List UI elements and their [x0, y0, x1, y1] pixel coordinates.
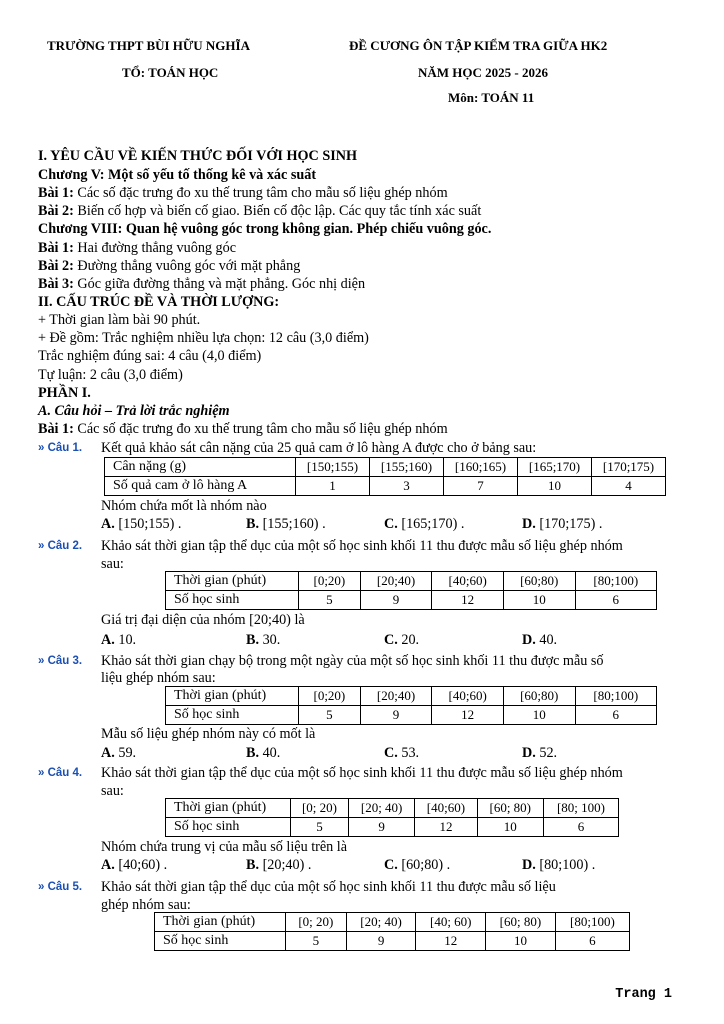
question-3-text-cont: liệu ghép nhóm sau:	[101, 670, 216, 686]
table-cell: [80; 100)	[543, 799, 618, 818]
table-cell: 3	[370, 477, 444, 496]
question-3-label: » Câu 3.	[38, 655, 83, 667]
table-row	[105, 477, 666, 496]
table-cell: [170;175)	[592, 458, 666, 477]
question-4-option-a: A. [40;60) .	[101, 857, 168, 873]
table-header-row	[155, 913, 630, 932]
question-2-option-b: B. 30.	[246, 632, 281, 648]
question-3-option-d: D. 52.	[522, 745, 558, 761]
table-cell: 4	[592, 477, 666, 496]
question-2-text: Khảo sát thời gian tập thể dục của một số học sinh khối 11 thu được mẫu số liệu ghép nhóm	[101, 538, 623, 554]
table-cell: [20; 40)	[346, 913, 416, 932]
question-1-option-a: A. [150;155) .	[101, 516, 182, 532]
question-3-ask: Mẫu số liệu ghép nhóm này có mốt là	[101, 726, 316, 742]
ch8-lesson3: Bài 3: Góc giữa đường thẳng và mặt phẳng. Góc nhị diện	[38, 276, 366, 292]
table-cell: [40;60)	[432, 572, 504, 591]
question-1-option-d: D. [170;175) .	[522, 516, 603, 532]
question-1-text: Kết quả khảo sát cân nặng của 25 quả cam ở lô hàng A được cho ở bảng sau:	[101, 440, 537, 456]
part1-heading: PHẦN I.	[38, 385, 91, 401]
ch8-lesson2: Bài 2: Đường thẳng vuông góc với mặt phẳng	[38, 258, 301, 274]
table-header-row	[166, 572, 657, 591]
table-cell: [155;160)	[370, 458, 444, 477]
question-2-option-a: A. 10.	[101, 632, 137, 648]
question-4-option-b: B. [20;40) .	[246, 857, 312, 873]
table-cell: 10	[503, 591, 575, 610]
table-cell: 6	[555, 932, 629, 951]
table-cell: [0;20)	[299, 687, 361, 706]
question-1-option-b: B. [155;160) .	[246, 516, 326, 532]
table-cell: 5	[299, 706, 361, 725]
question-4-option-c: C. [60;80) .	[384, 857, 451, 873]
question-4-text-cont: sau:	[101, 783, 124, 799]
part1-subheading: A. Câu hỏi – Trả lời trắc nghiệm	[38, 403, 230, 419]
table-cell: [80;100)	[575, 687, 656, 706]
table-cell: [40;60)	[432, 687, 504, 706]
table-row	[155, 932, 630, 951]
table-cell: Thời gian (phút)	[166, 799, 291, 818]
question-5-text-cont: ghép nhóm sau:	[101, 897, 191, 913]
table-cell: Cân nặng (g)	[105, 458, 296, 477]
table-cell: Số học sinh	[166, 591, 299, 610]
table-cell: 5	[286, 932, 347, 951]
table-cell: [20;40)	[360, 572, 432, 591]
table-cell: 5	[291, 818, 349, 837]
table-cell: Thời gian (phút)	[166, 572, 299, 591]
exam-time: + Thời gian làm bài 90 phút.	[38, 312, 201, 328]
table-header-row	[166, 687, 657, 706]
table-cell: 6	[575, 706, 656, 725]
question-1-table	[104, 457, 666, 496]
section2-heading: II. CẤU TRÚC ĐỀ VÀ THỜI LƯỢNG:	[38, 294, 280, 310]
question-3-option-b: B. 40.	[246, 745, 281, 761]
school-year: NĂM HỌC 2025 - 2026	[418, 65, 548, 80]
question-4-option-d: D. [80;100) .	[522, 857, 596, 873]
chapter5-title: Chương V: Một số yếu tố thống kê và xác suất	[38, 167, 317, 183]
question-1-option-c: C. [165;170) .	[384, 516, 465, 532]
exam-structure: + Đề gồm: Trắc nghiệm nhiều lựa chọn: 12 câu (3,0 điểm)	[38, 330, 369, 346]
question-5-label: » Câu 5.	[38, 881, 83, 893]
table-cell: Số quả cam ở lô hàng A	[105, 477, 296, 496]
question-1-ask: Nhóm chứa mốt là nhóm nào	[101, 498, 267, 514]
table-cell: 1	[296, 477, 370, 496]
ch5-lesson1: Bài 1: Các số đặc trưng đo xu thế trung tâm cho mẫu số liệu ghép nhóm	[38, 185, 448, 201]
question-2-text-cont: sau:	[101, 556, 124, 572]
table-cell: Số học sinh	[166, 706, 299, 725]
question-5-text: Khảo sát thời gian tập thể dục của một số học sinh khối 11 thu được mẫu số liệu	[101, 879, 556, 895]
table-cell: 7	[444, 477, 518, 496]
table-cell: 10	[503, 706, 575, 725]
table-cell: Thời gian (phút)	[166, 687, 299, 706]
ch8-lesson1: Bài 1: Hai đường thẳng vuông góc	[38, 240, 237, 256]
table-cell: 12	[416, 932, 486, 951]
table-cell: [80;100)	[555, 913, 629, 932]
table-cell: [60;80)	[503, 687, 575, 706]
subject: Môn: TOÁN 11	[448, 90, 535, 105]
true-false-count: Trắc nghiệm đúng sai: 4 câu (4,0 điểm)	[38, 348, 262, 364]
table-cell: 5	[299, 591, 361, 610]
table-cell: 6	[575, 591, 656, 610]
table-cell: 12	[432, 706, 504, 725]
table-cell: [40;60)	[415, 799, 477, 818]
table-cell: Số học sinh	[155, 932, 286, 951]
table-cell: 10	[518, 477, 592, 496]
question-4-text: Khảo sát thời gian tập thể dục của một số học sinh khối 11 thu được mẫu số liệu ghép nhóm	[101, 765, 623, 781]
question-4-table	[165, 798, 619, 837]
table-cell: [0; 20)	[286, 913, 347, 932]
question-2-label: » Câu 2.	[38, 540, 83, 552]
table-row	[166, 591, 657, 610]
table-cell: [80;100)	[575, 572, 656, 591]
table-cell: 10	[477, 818, 543, 837]
table-row	[166, 706, 657, 725]
table-cell: Thời gian (phút)	[155, 913, 286, 932]
question-3-option-c: C. 53.	[384, 745, 420, 761]
page-number: Trang 1	[615, 987, 672, 1002]
question-3-option-a: A. 59.	[101, 745, 137, 761]
question-4-label: » Câu 4.	[38, 767, 83, 779]
chapter8-title: Chương VIII: Quan hệ vuông góc trong không gian. Phép chiếu vuông góc.	[38, 221, 492, 237]
table-cell: [0;20)	[299, 572, 361, 591]
question-3-table	[165, 686, 657, 725]
question-1-label: » Câu 1.	[38, 442, 83, 454]
table-cell: [160;165)	[444, 458, 518, 477]
table-cell: 6	[543, 818, 618, 837]
table-cell: [60; 80)	[486, 913, 556, 932]
table-cell: [20; 40)	[348, 799, 414, 818]
table-cell: 9	[346, 932, 416, 951]
question-2-table	[165, 571, 657, 610]
question-2-option-c: C. 20.	[384, 632, 420, 648]
table-header-row	[105, 458, 666, 477]
table-row	[166, 818, 619, 837]
table-cell: [0; 20)	[291, 799, 349, 818]
table-cell: [150;155)	[296, 458, 370, 477]
table-cell: Số học sinh	[166, 818, 291, 837]
section1-heading: I. YÊU CẦU VỀ KIẾN THỨC ĐỐI VỚI HỌC SINH	[38, 148, 358, 164]
question-5-table	[154, 912, 630, 951]
table-cell: [40; 60)	[416, 913, 486, 932]
table-header-row	[166, 799, 619, 818]
question-4-ask: Nhóm chứa trung vị của mẫu số liệu trên là	[101, 839, 348, 855]
table-cell: [60;80)	[503, 572, 575, 591]
table-cell: 12	[415, 818, 477, 837]
department: TỔ: TOÁN HỌC	[122, 65, 219, 80]
ch5-lesson2: Bài 2: Biến cố hợp và biến cố giao. Biến cố độc lập. Các quy tắc tính xác suất	[38, 203, 482, 219]
part1-lesson: Bài 1: Các số đặc trưng đo xu thế trung tâm cho mẫu số liệu ghép nhóm	[38, 421, 448, 437]
school-name: TRƯỜNG THPT BÙI HỮU NGHĨA	[47, 38, 250, 53]
table-cell: 9	[360, 591, 432, 610]
question-2-option-d: D. 40.	[522, 632, 558, 648]
table-cell: [20;40)	[360, 687, 432, 706]
table-cell: 9	[360, 706, 432, 725]
table-cell: 10	[486, 932, 556, 951]
table-cell: 12	[432, 591, 504, 610]
essay-count: Tự luận: 2 câu (3,0 điểm)	[38, 367, 183, 383]
question-2-ask: Giá trị đại diện của nhóm [20;40) là	[101, 612, 305, 628]
table-cell: [165;170)	[518, 458, 592, 477]
question-3-text: Khảo sát thời gian chạy bộ trong một ngày của một số học sinh khối 11 thu được mẫu số	[101, 653, 604, 669]
table-cell: [60; 80)	[477, 799, 543, 818]
table-cell: 9	[348, 818, 414, 837]
document-title: ĐỀ CƯƠNG ÔN TẬP KIỂM TRA GIỮA HK2	[349, 38, 608, 53]
